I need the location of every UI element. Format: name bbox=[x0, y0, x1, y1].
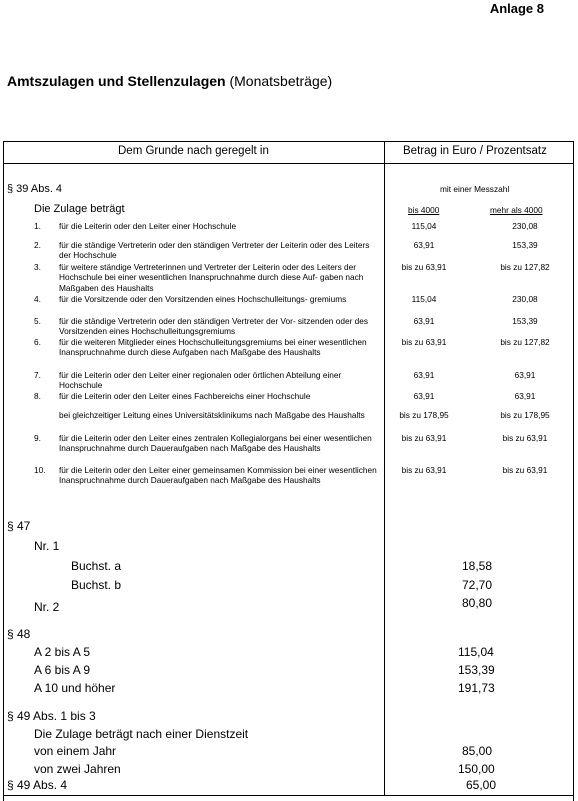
item-amount-over-4000: 63,91 bbox=[514, 391, 536, 401]
item-number: 10. bbox=[34, 465, 46, 475]
item-text: bei gleichzeitiger Leitung eines Universitätsklinikums nach Maßgabe des Haushalts bbox=[59, 410, 365, 420]
item-number: 8. bbox=[34, 391, 41, 401]
item-text: für die Leiterin oder den Leiter einer regionalen oder örtlichen Abteilung einer Hochschule bbox=[59, 370, 342, 391]
header-divider bbox=[3, 163, 574, 164]
item-amount-over-4000: 153,39 bbox=[512, 316, 538, 326]
item-amount-over-4000: 153,39 bbox=[512, 240, 538, 250]
item-text: für die Leiterin oder den Leiter einer Hochschule bbox=[59, 221, 237, 231]
item-text: für die weiteren Mitglieder eines Hochschulleitungsgremiums bei einer wesentlichen Inanspruchnahme durch diese Aufgaben nach Maßgabe des Haushalts bbox=[59, 337, 367, 358]
item-amount-up-to-4000: 63,91 bbox=[413, 370, 435, 380]
col-header-basis: Dem Grunde nach geregelt in bbox=[118, 145, 269, 157]
s47-nr2-value: 80,80 bbox=[462, 596, 493, 610]
item-text: für die Leiterin oder den Leiter eines zentralen Kollegialorgans bei einer wesentlichen Inanspruchnahme durch Daueraufgaben nach Maßgabe des Haushalts bbox=[59, 433, 372, 454]
item-text: für die Leiterin oder den Leiter eines Fachbereichs einer Hochschule bbox=[59, 391, 311, 401]
s47-buchst-b-value: 72,70 bbox=[462, 578, 493, 592]
item-text: für die ständige Vertreterin oder den ständigen Vertreter der Vor- sitzenden oder des Vorsitzenden eines Hochschulleitungsgremiums bbox=[59, 316, 369, 337]
item-text: für die ständige Vertreterin oder den ständigen Vertreter der Leiterin oder des Leiters der Hochschule bbox=[59, 240, 370, 261]
title-suffix: (Monatsbeträge) bbox=[225, 73, 333, 89]
item-amount-over-4000: 230,08 bbox=[512, 294, 538, 304]
s49-row-label: von zwei Jahren bbox=[34, 762, 121, 776]
s47-buchst-a-value: 18,58 bbox=[462, 559, 493, 573]
item-amount-up-to-4000: bis zu 178,95 bbox=[399, 410, 449, 420]
s48-row-value: 115,04 bbox=[458, 645, 494, 659]
messzahl-label: mit einer Messzahl bbox=[440, 184, 510, 194]
s48-row-label: A 10 und höher bbox=[34, 681, 116, 695]
s49-row-value: 85,00 bbox=[462, 744, 493, 758]
item-amount-up-to-4000: 63,91 bbox=[413, 240, 435, 250]
item-text: für die Vorsitzende oder den Vorsitzenden eines Hochschulleitungs- gremiums bbox=[59, 294, 347, 304]
item-amount-over-4000: bis zu 63,91 bbox=[502, 433, 548, 443]
item-amount-over-4000: bis zu 178,95 bbox=[500, 410, 550, 420]
s49-row-label: von einem Jahr bbox=[34, 744, 117, 758]
item-amount-up-to-4000: 115,04 bbox=[411, 294, 437, 304]
s49-abs4-value: 65,00 bbox=[466, 778, 497, 792]
item-number: 3. bbox=[34, 262, 41, 272]
section-heading-47: § 47 bbox=[7, 519, 31, 533]
section-heading-39: § 39 Abs. 4 bbox=[7, 183, 63, 195]
item-amount-up-to-4000: 63,91 bbox=[413, 391, 435, 401]
s49-abs4: § 49 Abs. 4 bbox=[7, 778, 68, 792]
item-amount-over-4000: 63,91 bbox=[514, 370, 536, 380]
item-text: für die Leiterin oder den Leiter einer gemeinsamen Kommission bei einer wesentlichen Inanspruchnahme durch Daueraufgaben nach Maßgabe des Haushalts bbox=[59, 465, 377, 486]
item-amount-over-4000: bis zu 127,82 bbox=[500, 337, 550, 347]
column-divider bbox=[384, 141, 385, 796]
s48-row-value: 191,73 bbox=[458, 681, 495, 695]
s47-buchst-b: Buchst. b bbox=[71, 578, 122, 592]
item-number: 9. bbox=[34, 433, 41, 443]
annex-label: Anlage 8 bbox=[489, 1, 544, 16]
s47-buchst-a: Buchst. a bbox=[71, 559, 122, 573]
item-number: 7. bbox=[34, 370, 41, 380]
col-label-over-4000: mehr als 4000 bbox=[490, 205, 543, 215]
s49-row-value: 150,00 bbox=[458, 762, 495, 776]
s48-row-label: A 6 bis A 9 bbox=[34, 663, 91, 677]
section-heading-48: § 48 bbox=[7, 627, 31, 641]
item-amount-over-4000: bis zu 127,82 bbox=[500, 262, 550, 272]
item-amount-up-to-4000: 115,04 bbox=[411, 221, 437, 231]
s49-intro: Die Zulage beträgt nach einer Dienstzeit bbox=[34, 727, 249, 741]
s48-row-label: A 2 bis A 5 bbox=[34, 645, 91, 659]
item-amount-up-to-4000: bis zu 63,91 bbox=[401, 262, 447, 272]
s48-row-value: 153,39 bbox=[458, 663, 495, 677]
item-number: 1. bbox=[34, 221, 41, 231]
page-title bbox=[7, 73, 332, 89]
item-amount-up-to-4000: 63,91 bbox=[413, 316, 435, 326]
col-header-amount: Betrag in Euro / Prozentsatz bbox=[403, 145, 547, 157]
item-amount-over-4000: bis zu 63,91 bbox=[502, 465, 548, 475]
item-number: 2. bbox=[34, 240, 41, 250]
item-number: 4. bbox=[34, 294, 41, 304]
item-number: 6. bbox=[34, 337, 41, 347]
item-amount-over-4000: 230,08 bbox=[512, 221, 538, 231]
s47-nr1: Nr. 1 bbox=[34, 539, 60, 553]
item-amount-up-to-4000: bis zu 63,91 bbox=[401, 465, 447, 475]
item-amount-up-to-4000: bis zu 63,91 bbox=[401, 433, 447, 443]
item-text: für weitere ständige Vertreterinnen und Vertreter der Leiterin oder des Leiters der Hochschule bei einer wesentlichen Inanspruchnahme durch diese Auf- gaben nach Maßgaben des Haushalts bbox=[59, 262, 364, 293]
col-label-up-to-4000: bis 4000 bbox=[408, 205, 440, 215]
item-amount-up-to-4000: bis zu 63,91 bbox=[401, 337, 447, 347]
section-heading-49: § 49 Abs. 1 bis 3 bbox=[7, 709, 96, 723]
section-39-intro: Die Zulage beträgt bbox=[34, 203, 125, 215]
title-main: Amtszulagen und Stellenzulagen bbox=[7, 73, 226, 89]
s47-nr2: Nr. 2 bbox=[34, 600, 60, 614]
item-number: 5. bbox=[34, 316, 41, 326]
